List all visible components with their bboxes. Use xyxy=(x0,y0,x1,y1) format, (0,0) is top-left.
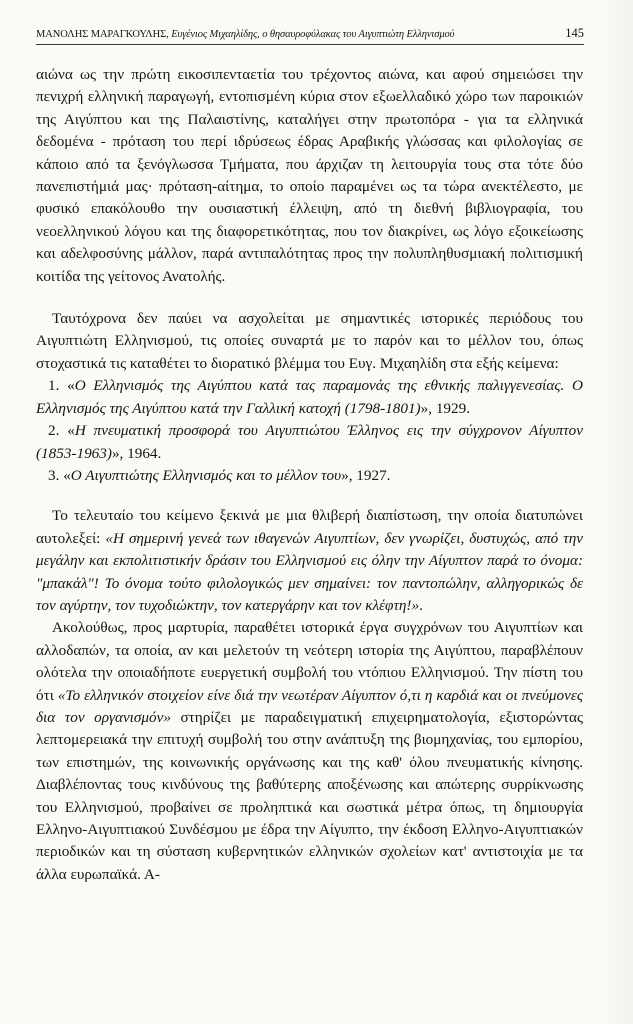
header-author: ΜΑΝΟΛΗΣ ΜΑΡΑΓΚΟΥΛΗΣ, xyxy=(36,29,169,40)
list-item: 2. «Η πνευματική προσφορά του Αιγυπτιώτου Έλληνος εις την σύγχρονον Αίγυπτον (1853-1963)», 1964. xyxy=(36,422,584,462)
body-text xyxy=(36,64,583,886)
list-item-number: 2. xyxy=(48,422,60,440)
list-item-title: Ο Αιγυπτιώτης Ελληνισμός και το μέλλον του xyxy=(70,466,342,484)
scan-edge-shadow xyxy=(597,0,633,1024)
list-item-title: Η πνευματική προσφορά του Αιγυπτιώτου Έλληνος εις την σύγχρονον Αίγυπτον (1853-1963) xyxy=(36,422,584,462)
list-item-number: 1. xyxy=(48,377,60,395)
list-item-number: 3. xyxy=(48,466,60,484)
paragraph-1: αιώνα ως την πρώτη εικοσιπενταετία του τρέχοντος αιώνα, και αφού σημειώσει την πενιχρή ελληνική παραγωγή, εντοπισμένη κύρια στον εξωελλαδικό χώρο των παροικιών της Αιγύπτου και της Παλαιστίνης, καταλήγει στην πρωτοπόρα - για τα ελληνικά δεδομένα - πρόταση του περί ιδρύσεως έδρας Αραβικής γλώσσας και φιλολογίας σε κάποιο από τα ξενόγλωσσα Τμήματα, που άρχιζαν τη λειτουργία τους στα τότε δύο πανεπιστήμιά μας· πρόταση-αίτημα, το οποίο παραμένει ως τα τώρα ανεκτέλεστο, με φυσικό επακόλουθο την ουσιαστική έλλειψη, από τη διεθνή βιβλιογραφία, του νεοελληνικού λόγου και της διαφορετικότητας, που τον διακρίνει, ως λόγο εξοικείωσης και αδελφοσύνης μάλλον, παρά αντιπαλότητας προς την πολυπληθυσμιακή πολιτισμική κοιτίδα της γείτονος Ανατολής. xyxy=(36,66,583,285)
list-item-title: Ο Ελληνισμός της Αιγύπτου κατά τας παραμονάς της εθνικής παλιγγενεσίας. Ο Ελληνισμός της Αιγύπτου κατά την Γαλλική κατοχή (1798-1801) xyxy=(36,377,583,417)
works-list xyxy=(36,375,583,487)
quote-heart-lungs: «Το ελληνικόν στοιχείον είνε διά την νεωτέραν Αίγυπτον ό,τι η καρδιά και οι πνεύμονες δια τον οργανισμόν» xyxy=(36,686,583,726)
quote-mpakal: «Η σημερινή γενεά των ιθαγενών Αιγυπτίων, δεν γνωρίζει, δυστυχώς, από την μεγάλην και εκπολιτιστικήν δράσιν του Ελληνισμού εις όλην την Αίγυπτον παρά το όνομα: "μπακάλ"! Το όνομα τούτο φιλολογικώς μεν σημαίνει: τον παντοπώλην, αλληγορικώς δε τον αγύρτην, τον τυχοδιώκτην, τον κατεργάρην και τον κλέφτη!» xyxy=(36,529,583,614)
list-item: 3. «Ο Αιγυπτιώτης Ελληνισμός και το μέλλον του», 1927. xyxy=(48,466,391,484)
running-title xyxy=(36,29,454,40)
paragraph-4: Ακολούθως, προς μαρτυρία, παραθέτει ιστορικά έργα συγχρόνων του Αιγυπτίων και αλλοδαπών, τα οποία, αν και μελετούν τη νεότερη ιστορία της Αιγύπτου, παραβλέπουν ολότελα την οποιαδήποτε ευεργετική συμβολή του ντόπιου Ελληνισμού. Την πίστη του ότι «Το ελληνικόν στοιχείον είνε διά την νεωτέραν Αίγυπτον ό,τι η καρδιά και οι πνεύμονες δια τον οργανισμόν» στηρίζει με παραδειγματική επιχειρηματολογία, εξιστορώντας λεπτομερειακά την επιτυχή συμβολή του στην ανάπτυξη της βιομηχανίας, του εμπορίου, των επιστημών, της κοινωνικής οργάνωσης και της καθ' όλου πνευματικής κίνησης. Διαβλέποντας τους κινδύνους της βαθύτερης αποξένωσης και απώτερης συρρίκνωσης του Ελληνισμού, προβαίνει σε προληπτικά και σωστικά μέτρα όπως, τη δημιουργία Ελληνο-Αιγυπτιακού Συνδέσμου με έδρα την Αίγυπτο, την έκδοση Ελληνο-Αιγυπτιακών περιοδικών και τη σύσταση κυβερνητικών ελληνικών σχολείων κατ' αντιστοιχία με τα άλλα ευρωπαϊκά. Α- xyxy=(36,619,583,883)
header-book-title: Ευγένιος Μιχαηλίδης, ο θησαυροφύλακας του Αιγυπτιώτη Ελληνισμού xyxy=(171,29,455,40)
paragraph-3: Το τελευταίο του κείμενο ξεκινά με μια θλιβερή διαπίστωση, την οποία διατυπώνει αυτολεξεί: «Η σημερινή γενεά των ιθαγενών Αιγυπτίων, δεν γνωρίζει, δυστυχώς, από την μεγάλην και εκπολιτιστικήν δράσιν του Ελληνισμού εις όλην την Αίγυπτον παρά το όνομα: "μπακάλ"! Το όνομα τούτο φιλολογικώς μεν σημαίνει: τον παντοπώλην, αλληγορικώς δε τον αγύρτην, τον τυχοδιώκτην, τον κατεργάρην και τον κλέφτη!». xyxy=(36,507,583,614)
header-rule xyxy=(36,44,584,45)
page-number: 145 xyxy=(565,26,584,40)
running-header xyxy=(36,26,584,41)
paragraph-2: Ταυτόχρονα δεν παύει να ασχολείται με σημαντικές ιστορικές περιόδους του Αιγυπτιώτη Ελληνισμού, τις οποίες συναρτά με το παρόν και το μέλλον του, όπως στοχαστικά τις καταθέτει το διορατικό βλέμμα του Ευγ. Μιχαηλίδη στα εξής κείμενα: xyxy=(36,310,583,372)
list-item: 1. «Ο Ελληνισμός της Αιγύπτου κατά τας παραμονάς της εθνικής παλιγγενεσίας. Ο Ελληνισμός της Αιγύπτου κατά την Γαλλική κατοχή (1798-1801)», 1929. xyxy=(36,377,583,417)
